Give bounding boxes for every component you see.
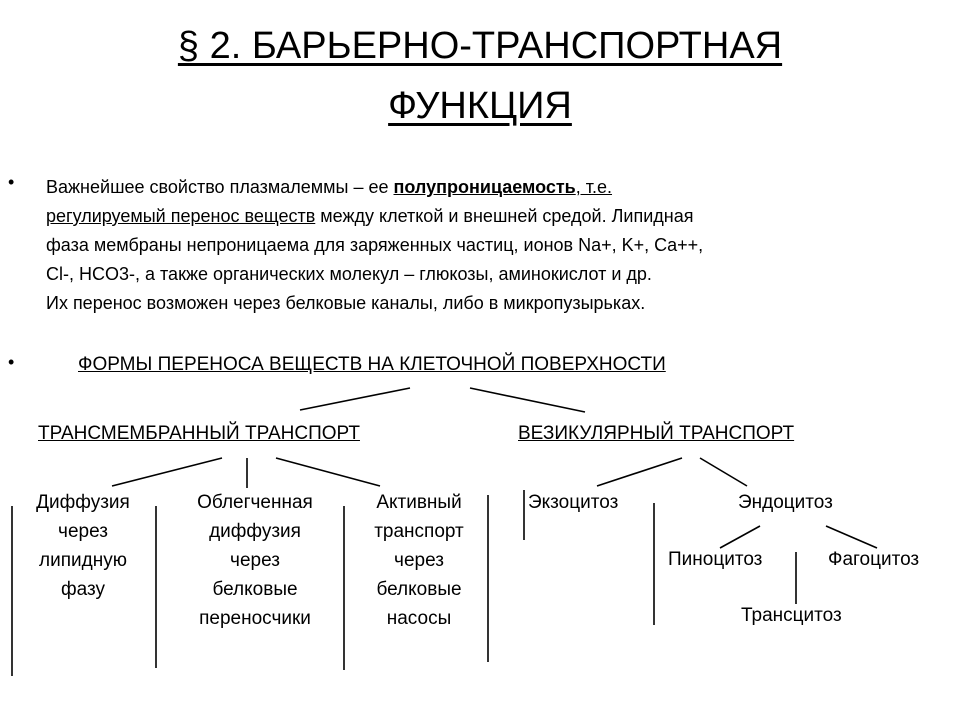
facilitated-diffusion-node: Облегченная диффузия через белковые переносчики <box>197 492 313 629</box>
exocytosis-node: Экзоцитоз <box>528 492 619 513</box>
bullet-1: • <box>8 172 15 192</box>
paragraph-line-1: Важнейшее свойство плазмалеммы – ее полупроницаемость, т.е. <box>46 177 613 197</box>
connector-to-vesicular <box>470 388 585 412</box>
phagocytosis-node: Фагоцитоз <box>828 549 920 570</box>
endocytosis-node: Эндоцитоз <box>738 492 833 513</box>
connector-to-active <box>276 458 380 486</box>
paragraph-line-3: фаза мембраны непроницаема для заряженных частиц, ионов Na+, K+, Ca++, <box>46 235 704 255</box>
paragraph-line-2: регулируемый перенос веществ между клеткой и внешней средой. Липидная <box>46 206 694 226</box>
connector-to-exocytosis <box>597 458 682 486</box>
slide-title-line-1: § 2. БАРЬЕРНО-ТРАНСПОРТНАЯ <box>177 25 783 67</box>
transmembrane-transport-node: ТРАНСМЕМБРАННЫЙ ТРАНСПОРТ <box>38 423 360 444</box>
regulated-transfer-term: регулируемый перенос веществ <box>46 206 316 226</box>
slide-title-line-2: ФУНКЦИЯ <box>388 85 572 127</box>
connector-to-endocytosis <box>700 458 747 486</box>
connector-to-transmembrane <box>300 388 410 410</box>
connector-to-pinocytosis <box>720 526 760 548</box>
bullet-2: • <box>8 352 15 372</box>
pinocytosis-node: Пиноцитоз <box>668 549 763 570</box>
paragraph-line-5: Их перенос возможен через белковые каналы, либо в микропузырьках. <box>46 293 646 313</box>
transcytosis-node: Трансцитоз <box>741 605 842 626</box>
connector-to-diffusion <box>112 458 222 486</box>
diffusion-node: Диффузия через липидную фазу <box>36 492 130 600</box>
diagram-heading: ФОРМЫ ПЕРЕНОСА ВЕЩЕСТВ НА КЛЕТОЧНОЙ ПОВЕРХНОСТИ <box>78 354 666 375</box>
vesicular-transport-node: ВЕЗИКУЛЯРНЫЙ ТРАНСПОРТ <box>518 423 795 444</box>
semipermeability-term: полупроницаемость <box>393 177 576 197</box>
active-transport-node: Активный транспорт через белковые насосы <box>374 492 464 629</box>
connector-to-phagocytosis <box>826 526 877 548</box>
paragraph-line-4: Cl-, HCO3-, а также органических молекул – глюкозы, аминокислот и др. <box>46 264 652 284</box>
